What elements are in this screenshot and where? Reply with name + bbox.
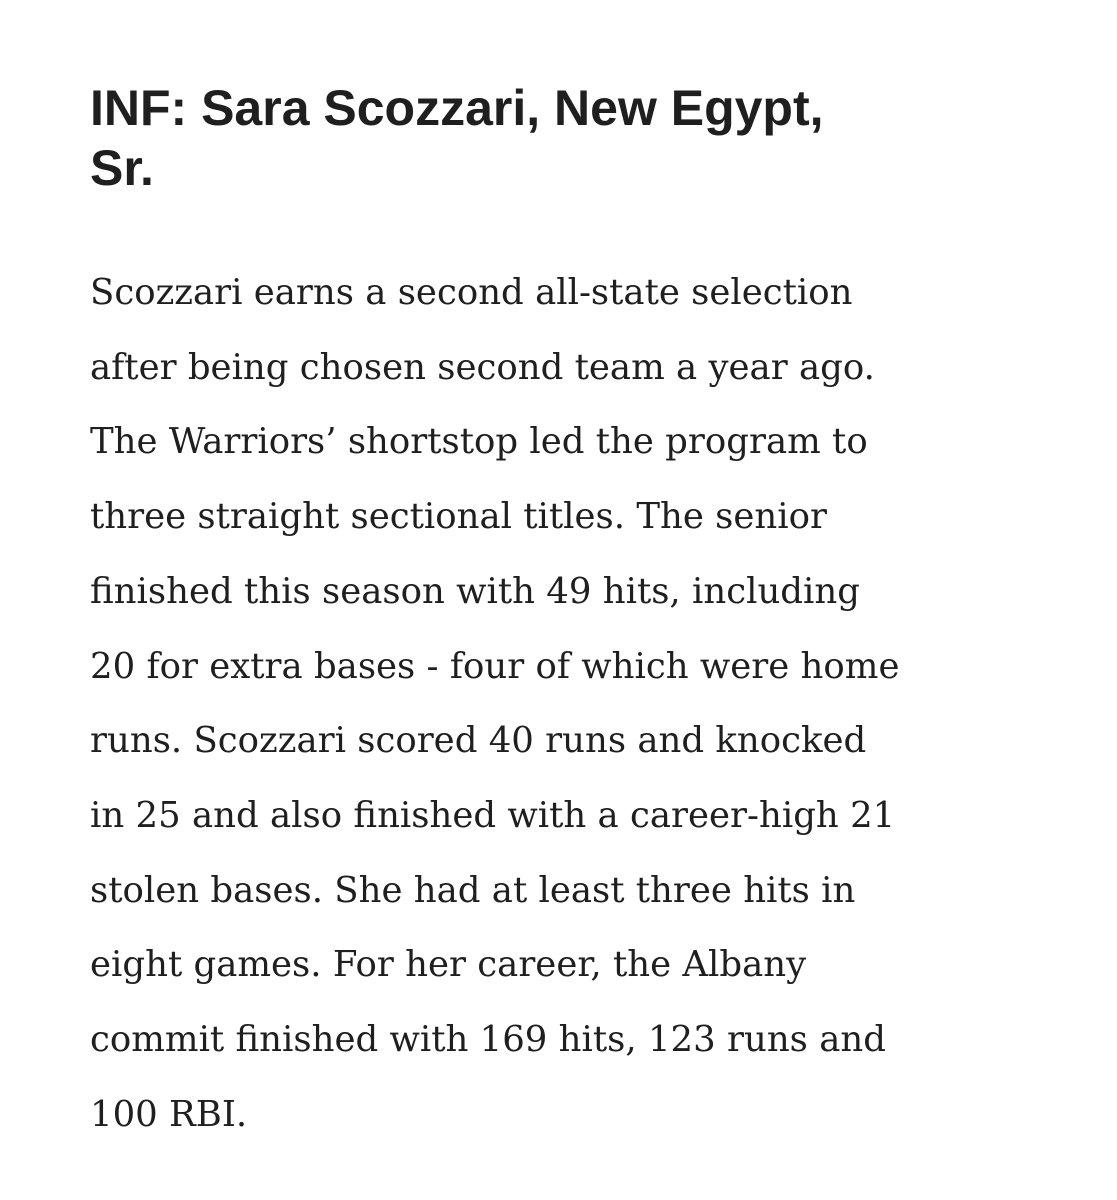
body-line: Scozzari earns a second all-state selection <box>90 272 853 313</box>
body-line: The Warriors’ shortstop led the program to <box>90 421 868 463</box>
body-line: 20 for extra bases - four of which were home <box>90 645 900 687</box>
body-line: runs. Scozzari scored 40 runs and knocked <box>90 720 867 762</box>
body-line: three straight sectional titles. The senior <box>90 496 827 538</box>
article <box>90 78 1050 1152</box>
body-line: commit finished with 169 hits, 123 runs and <box>90 1019 886 1061</box>
body-line: in 25 and also finished with a career-high 21 <box>90 794 896 836</box>
headline-line: Sr. <box>90 140 154 196</box>
body-line: eight games. For her career, the Albany <box>90 944 807 986</box>
article-body <box>90 256 1050 1152</box>
headline-line: INF: Sara Scozzari, New Egypt, <box>90 80 824 136</box>
article-headline <box>90 78 1050 198</box>
body-line: after being chosen second team a year ago. <box>90 346 875 388</box>
body-line: 100 RBI. <box>90 1093 248 1135</box>
body-line: finished this season with 49 hits, including <box>90 570 860 612</box>
body-line: stolen bases. She had at least three hits in <box>90 869 856 911</box>
